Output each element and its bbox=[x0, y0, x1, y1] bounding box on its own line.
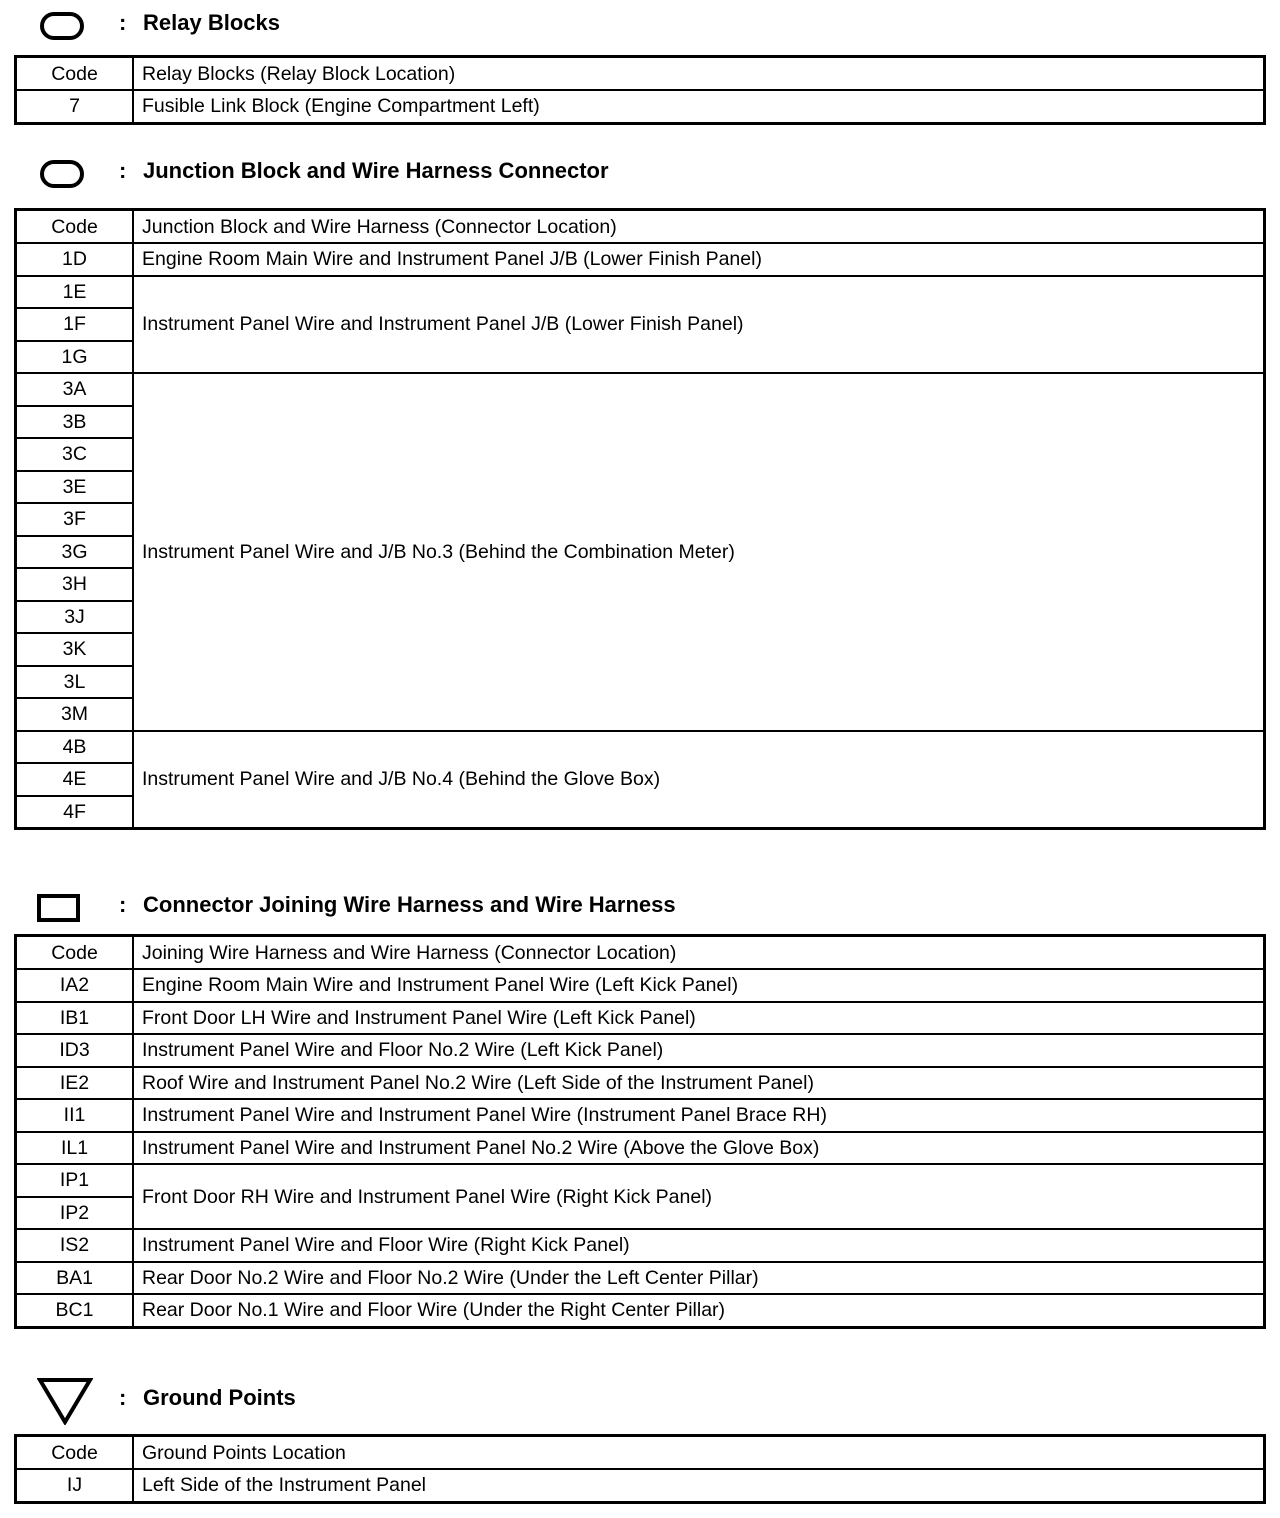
code-column-header: Code bbox=[16, 57, 134, 91]
code-cell: 4F bbox=[16, 796, 134, 829]
ground-points-table bbox=[14, 1434, 1266, 1504]
code-cell: 4B bbox=[16, 731, 134, 764]
location-cell: Rear Door No.1 Wire and Floor Wire (Under the Right Center Pillar) bbox=[133, 1294, 1265, 1327]
location-cell: Instrument Panel Wire and Instrument Panel J/B (Lower Finish Panel) bbox=[133, 276, 1265, 374]
location-cell: Instrument Panel Wire and J/B No.3 (Behind the Combination Meter) bbox=[133, 373, 1265, 731]
table-header-row bbox=[16, 1436, 1265, 1470]
colon: : bbox=[119, 158, 127, 183]
section-header-connector-joining bbox=[0, 887, 1280, 927]
code-cell: 3G bbox=[16, 536, 134, 569]
code-cell: 1F bbox=[16, 308, 134, 341]
table-row bbox=[16, 90, 1265, 123]
table-row bbox=[16, 1469, 1265, 1502]
colon: : bbox=[119, 1385, 127, 1410]
connector-joining-table bbox=[14, 934, 1266, 1329]
section-header-junction-block bbox=[0, 153, 1280, 193]
junction-block-symbol-icon bbox=[40, 160, 84, 188]
location-cell: Instrument Panel Wire and Floor No.2 Wire (Left Kick Panel) bbox=[133, 1034, 1265, 1067]
code-cell: IB1 bbox=[16, 1002, 134, 1035]
table-row bbox=[16, 969, 1265, 1002]
location-cell: Left Side of the Instrument Panel bbox=[133, 1469, 1265, 1502]
location-column-header: Junction Block and Wire Harness (Connector Location) bbox=[133, 210, 1265, 244]
code-cell: IL1 bbox=[16, 1132, 134, 1165]
table-header-row bbox=[16, 210, 1265, 244]
section-title: Ground Points bbox=[143, 1385, 296, 1410]
location-cell: Front Door LH Wire and Instrument Panel Wire (Left Kick Panel) bbox=[133, 1002, 1265, 1035]
code-cell: 7 bbox=[16, 90, 134, 123]
table-row bbox=[16, 1132, 1265, 1165]
table-row bbox=[16, 731, 1265, 764]
code-cell: BA1 bbox=[16, 1262, 134, 1295]
code-cell: 3K bbox=[16, 633, 134, 666]
code-cell: 3L bbox=[16, 666, 134, 699]
code-cell: 3J bbox=[16, 601, 134, 634]
code-cell: IP2 bbox=[16, 1197, 134, 1230]
code-cell: 3M bbox=[16, 698, 134, 731]
table-row bbox=[16, 1262, 1265, 1295]
table-row bbox=[16, 373, 1265, 406]
code-cell: 3B bbox=[16, 406, 134, 439]
section-header-relay-blocks bbox=[0, 4, 1280, 44]
colon: : bbox=[119, 892, 127, 917]
code-cell: 3H bbox=[16, 568, 134, 601]
location-column-header: Joining Wire Harness and Wire Harness (Connector Location) bbox=[133, 936, 1265, 970]
table-row bbox=[16, 1164, 1265, 1197]
section-header-ground-points bbox=[0, 1377, 1280, 1417]
code-cell: ID3 bbox=[16, 1034, 134, 1067]
table-row bbox=[16, 1067, 1265, 1100]
code-cell: IJ bbox=[16, 1469, 134, 1502]
code-cell: IS2 bbox=[16, 1229, 134, 1262]
table-row bbox=[16, 276, 1265, 309]
location-cell: Front Door RH Wire and Instrument Panel Wire (Right Kick Panel) bbox=[133, 1164, 1265, 1229]
code-cell: IP1 bbox=[16, 1164, 134, 1197]
code-cell: IE2 bbox=[16, 1067, 134, 1100]
table-row bbox=[16, 1294, 1265, 1327]
section-title: Connector Joining Wire Harness and Wire Harness bbox=[143, 892, 676, 917]
location-cell: Engine Room Main Wire and Instrument Panel J/B (Lower Finish Panel) bbox=[133, 243, 1265, 276]
colon: : bbox=[119, 10, 127, 35]
table-row bbox=[16, 1034, 1265, 1067]
table-row bbox=[16, 1099, 1265, 1132]
location-cell: Roof Wire and Instrument Panel No.2 Wire (Left Side of the Instrument Panel) bbox=[133, 1067, 1265, 1100]
code-cell: 3F bbox=[16, 503, 134, 536]
connector-symbol-icon bbox=[37, 894, 80, 922]
table-header-row bbox=[16, 936, 1265, 970]
code-cell: 3A bbox=[16, 373, 134, 406]
code-cell: 4E bbox=[16, 763, 134, 796]
code-cell: 1G bbox=[16, 341, 134, 374]
relay-block-symbol-icon bbox=[40, 12, 84, 40]
code-cell: II1 bbox=[16, 1099, 134, 1132]
location-cell: Engine Room Main Wire and Instrument Panel Wire (Left Kick Panel) bbox=[133, 969, 1265, 1002]
location-cell: Fusible Link Block (Engine Compartment Left) bbox=[133, 90, 1265, 123]
section-title: Relay Blocks bbox=[143, 10, 280, 35]
location-cell: Instrument Panel Wire and Floor Wire (Right Kick Panel) bbox=[133, 1229, 1265, 1262]
table-header-row bbox=[16, 57, 1265, 91]
location-column-header: Ground Points Location bbox=[133, 1436, 1265, 1470]
code-cell: 3E bbox=[16, 471, 134, 504]
table-row bbox=[16, 1002, 1265, 1035]
code-column-header: Code bbox=[16, 210, 134, 244]
code-cell: IA2 bbox=[16, 969, 134, 1002]
location-cell: Instrument Panel Wire and Instrument Panel Wire (Instrument Panel Brace RH) bbox=[133, 1099, 1265, 1132]
section-title: Junction Block and Wire Harness Connector bbox=[143, 158, 609, 183]
location-column-header: Relay Blocks (Relay Block Location) bbox=[133, 57, 1265, 91]
location-cell: Instrument Panel Wire and Instrument Panel No.2 Wire (Above the Glove Box) bbox=[133, 1132, 1265, 1165]
code-column-header: Code bbox=[16, 1436, 134, 1470]
code-cell: 3C bbox=[16, 438, 134, 471]
relay-blocks-table bbox=[14, 55, 1266, 125]
ground-point-triangle-icon bbox=[37, 1377, 93, 1425]
code-column-header: Code bbox=[16, 936, 134, 970]
table-row bbox=[16, 1229, 1265, 1262]
junction-block-table bbox=[14, 208, 1266, 830]
code-cell: 1D bbox=[16, 243, 134, 276]
code-cell: 1E bbox=[16, 276, 134, 309]
location-cell: Instrument Panel Wire and J/B No.4 (Behind the Glove Box) bbox=[133, 731, 1265, 829]
table-row bbox=[16, 243, 1265, 276]
code-cell: BC1 bbox=[16, 1294, 134, 1327]
location-cell: Rear Door No.2 Wire and Floor No.2 Wire (Under the Left Center Pillar) bbox=[133, 1262, 1265, 1295]
